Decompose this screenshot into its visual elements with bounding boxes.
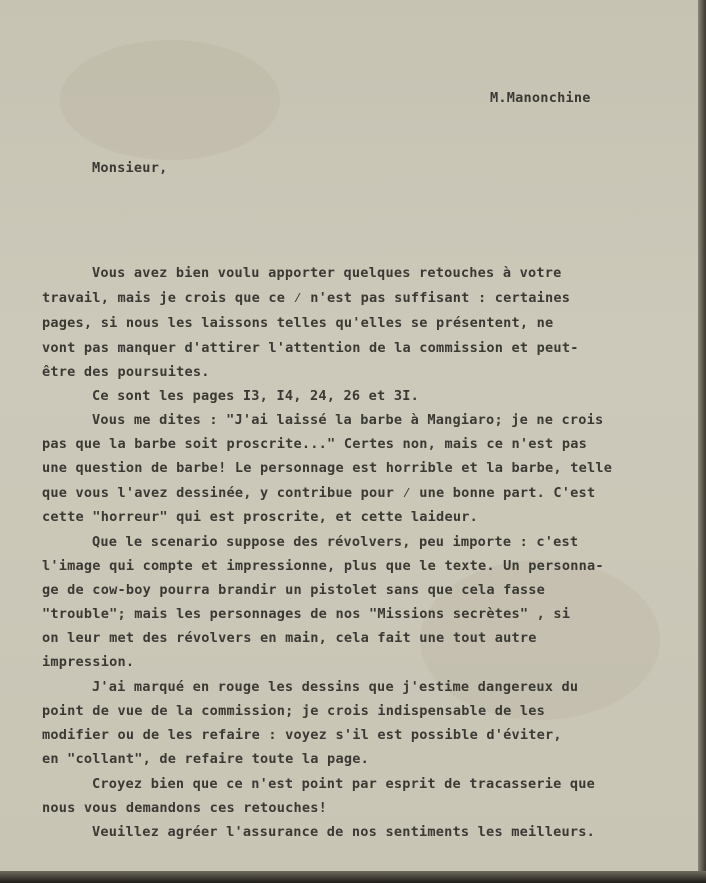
body-line: Vous avez bien voulu apporter quelques retouches à votre [92,265,562,281]
body-line: travail, mais je crois que ce ⁄ n'est pas suffisant : certaines [42,290,571,306]
page-edge-shadow [0,871,706,883]
body-line: "trouble"; mais les personnages de nos "Missions secrètes" , si [42,606,571,622]
body-line: Ce sont les pages I3, I4, 24, 26 et 3I. [92,388,419,404]
body-line: point de vue de la commission; je crois indispensable de les [42,703,546,719]
body-line: l'image qui compte et impressionne, plus que le texte. Un personna- [42,558,604,574]
body-line: nous vous demandons ces retouches! [42,800,328,816]
body-line: modifier ou de les refaire : voyez s'il est possible d'éviter, [42,727,562,743]
body-line: impression. [42,654,135,670]
body-line: Que le scenario suppose des révolvers, peu importe : c'est [92,534,579,550]
body-line: on leur met des révolvers en main, cela fait une tout autre [42,630,537,646]
body-line: ge de cow-boy pourra brandir un pistolet sans que cela fasse [42,582,546,598]
body-line: en "collant", de refaire toute la page. [42,751,369,767]
body-line: Veuillez agréer l'assurance de nos sentiments les meilleurs. [92,824,596,840]
recipient-name: M.Manonchine [490,90,591,106]
body-line: cette "horreur" qui est proscrite, et cette laideur. [42,509,478,525]
body-line: Vous me dites : "J'ai laissé la barbe à Mangiaro; je ne crois [92,412,604,428]
body-line: pages, si nous les laissons telles qu'elles se présentent, ne [42,315,554,331]
body-line: pas que la barbe soit proscrite..." Certes non, mais ce n'est pas [42,436,587,452]
body-line: Croyez bien que ce n'est point par esprit de tracasserie que [92,776,596,792]
page-edge-shadow [698,0,706,883]
body-line: que vous l'avez dessinée, y contribue pour ⁄ une bonne part. C'est [42,485,596,501]
body-line: être des poursuites. [42,364,210,380]
body-line: une question de barbe! Le personnage est horrible et la barbe, telle [42,460,613,476]
salutation: Monsieur, [92,160,168,176]
body-line: J'ai marqué en rouge les dessins que j'estime dangereux du [92,679,579,695]
body-line: vont pas manquer d'attirer l'attention de la commission et peut- [42,340,579,356]
